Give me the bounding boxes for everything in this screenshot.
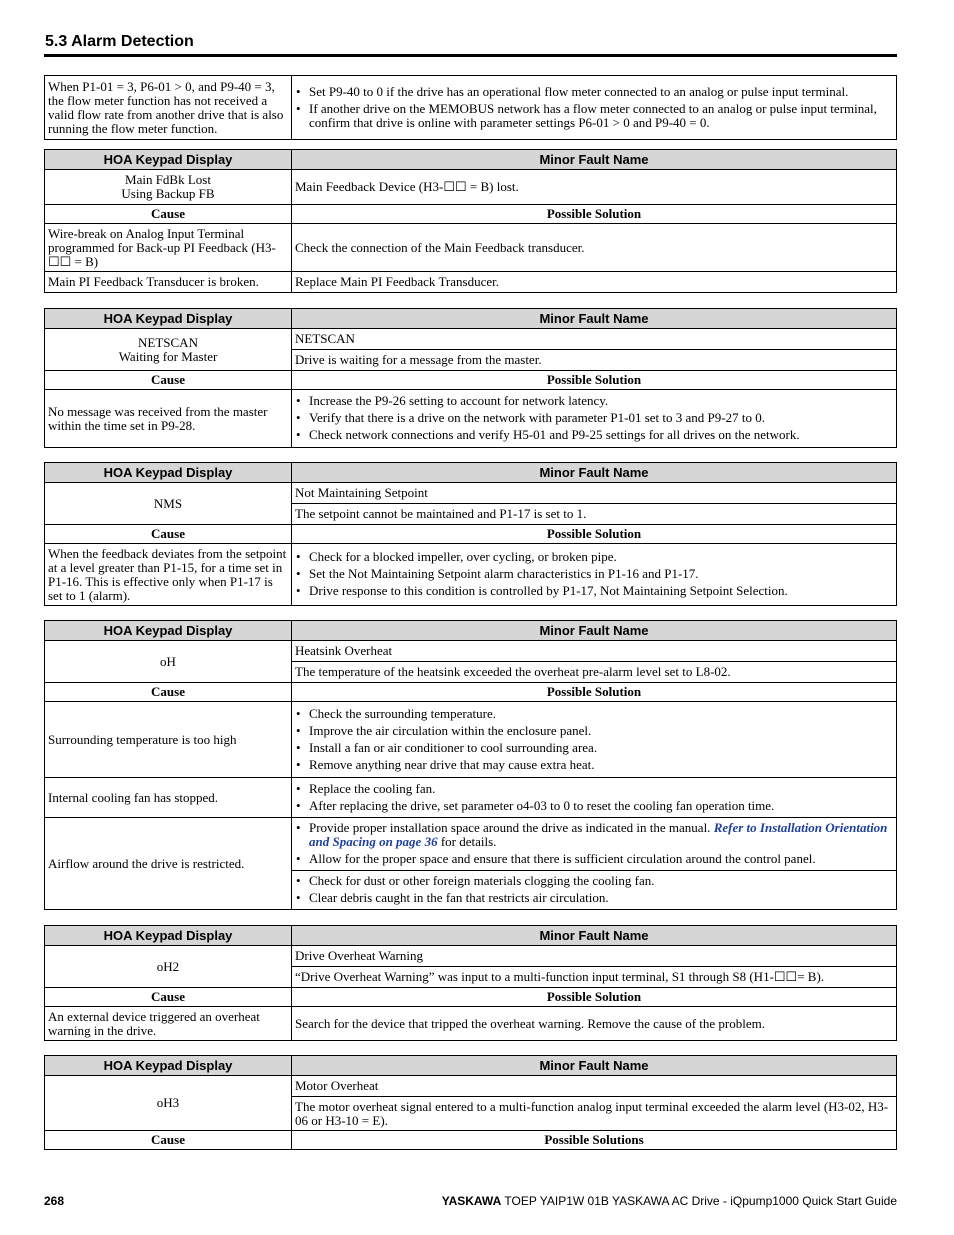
continued-fault-table (44, 75, 897, 140)
document-info: YASKAWA TOEP YAIP1W 01B YASKAWA AC Drive - iQpump1000 Quick Start Guide (441, 1194, 897, 1208)
solution-cell (292, 778, 897, 818)
fault-name: Main Feedback Device (H3-☐☐ = B) lost. (292, 170, 897, 205)
solution-header: Possible Solution (292, 683, 897, 702)
keypad-display: oH (45, 641, 292, 683)
solution-header: Possible Solutions (292, 1131, 897, 1150)
fault-description: The motor overheat signal entered to a multi-function analog input terminal exceeded the alarm level (H3-02, H3-06 or H3-10 = E). (292, 1097, 897, 1131)
cause-cell: Main PI Feedback Transducer is broken. (45, 272, 292, 293)
cause-cell: Airflow around the drive is restricted. (45, 818, 292, 910)
solution-item: • Check network connections and verify H5-01 and P9-25 settings for all drives on the network. (295, 428, 893, 442)
solution-cell (292, 544, 897, 606)
fault-name: Heatsink Overheat (292, 641, 897, 662)
solution-cell (292, 871, 897, 910)
fault-name: Motor Overheat (292, 1076, 897, 1097)
minor-fault-header: Minor Fault Name (292, 926, 897, 946)
hoa-header: HOA Keypad Display (45, 309, 292, 329)
solution-item: • Improve the air circulation within the enclosure panel. (295, 724, 893, 738)
minor-fault-header: Minor Fault Name (292, 150, 897, 170)
hoa-header: HOA Keypad Display (45, 1056, 292, 1076)
hoa-header: HOA Keypad Display (45, 150, 292, 170)
keypad-display: oH2 (45, 946, 292, 988)
minor-fault-header: Minor Fault Name (292, 621, 897, 641)
minor-fault-header: Minor Fault Name (292, 309, 897, 329)
fault-name: NETSCAN (292, 329, 897, 350)
cause-header: Cause (45, 371, 292, 390)
solution-item: • Check for a blocked impeller, over cycling, or broken pipe. (295, 550, 893, 564)
cause-header: Cause (45, 1131, 292, 1150)
cause-cell: When P1-01 = 3, P6-01 > 0, and P9-40 = 3, the flow meter function has not received a valid flow rate from another drive that is also running the flow meter function. (45, 76, 292, 140)
keypad-display: NMS (45, 483, 292, 525)
solution-item: • Remove anything near drive that may cause extra heat. (295, 758, 893, 772)
cause-cell: When the feedback deviates from the setpoint at a level greater than P1-15, for a time set in P1-16. This is effective only when P1-17 is set to 1 (alarm). (45, 544, 292, 606)
cause-cell: Surrounding temperature is too high (45, 702, 292, 778)
fault-description: “Drive Overheat Warning” was input to a multi-function input terminal, S1 through S8 (H1-☐☐= B). (292, 967, 897, 988)
solution-header: Possible Solution (292, 988, 897, 1007)
hoa-header: HOA Keypad Display (45, 621, 292, 641)
solution-cell (292, 702, 897, 778)
fault-table-nms (44, 462, 897, 606)
brand-name: YASKAWA (441, 1194, 502, 1208)
fault-table-oh2 (44, 925, 897, 1041)
keypad-display: NETSCAN Waiting for Master (45, 329, 292, 371)
section-title: 5.3 Alarm Detection (45, 33, 194, 50)
solution-item: • Increase the P9-26 setting to account for network latency. (295, 394, 893, 408)
solution-item: • Provide proper installation space around the drive as indicated in the manual. Refer to Installation Orientation and Spacing on page 36 for details. (295, 821, 893, 849)
page-number: 268 (44, 1194, 65, 1208)
cause-cell: An external device triggered an overheat warning in the drive. (45, 1007, 292, 1041)
cause-header: Cause (45, 205, 292, 224)
fault-description: Drive is waiting for a message from the master. (292, 350, 897, 371)
solution-item: • Replace the cooling fan. (295, 782, 893, 796)
fault-description: The setpoint cannot be maintained and P1-17 is set to 1. (292, 504, 897, 525)
fault-table-main-fdbk (44, 149, 897, 293)
solution-item: • Set the Not Maintaining Setpoint alarm characteristics in P1-16 and P1-17. (295, 567, 893, 581)
cause-header: Cause (45, 988, 292, 1007)
solution-item: • Set P9-40 to 0 if the drive has an operational flow meter connected to an analog or pulse input terminal. (295, 85, 893, 99)
cause-cell: Internal cooling fan has stopped. (45, 778, 292, 818)
solution-cell: Search for the device that tripped the overheat warning. Remove the cause of the problem. (292, 1007, 897, 1041)
solution-item: • Drive response to this condition is controlled by P1-17, Not Maintaining Setpoint Selection. (295, 584, 893, 598)
keypad-display: oH3 (45, 1076, 292, 1131)
solution-cell (292, 818, 897, 871)
hoa-header: HOA Keypad Display (45, 463, 292, 483)
solution-item: • After replacing the drive, set parameter o4-03 to 0 to reset the cooling fan operation time. (295, 799, 893, 813)
hoa-header: HOA Keypad Display (45, 926, 292, 946)
solution-header: Possible Solution (292, 525, 897, 544)
solution-cell: Replace Main PI Feedback Transducer. (292, 272, 897, 293)
solution-header: Possible Solution (292, 205, 897, 224)
installation-reference-link[interactable]: Refer to Installation Orientation and Spacing on page 36 (309, 820, 888, 849)
minor-fault-header: Minor Fault Name (292, 463, 897, 483)
cause-header: Cause (45, 525, 292, 544)
keypad-display: Main FdBk Lost Using Backup FB (45, 170, 292, 205)
fault-table-netscan (44, 308, 897, 448)
solution-item: • Install a fan or air conditioner to cool surrounding area. (295, 741, 893, 755)
title-rule (44, 54, 897, 57)
solution-item: • If another drive on the MEMOBUS network has a flow meter connected to an analog or pulse input terminal, confirm that drive is online with parameter settings P6-01 > 0 and P9-40 = 0. (295, 102, 893, 130)
solution-item: • Check for dust or other foreign materials clogging the cooling fan. (295, 874, 893, 888)
fault-table-oh3 (44, 1055, 897, 1150)
solution-cell (292, 76, 897, 140)
fault-name: Drive Overheat Warning (292, 946, 897, 967)
cause-cell: No message was received from the master within the time set in P9-28. (45, 390, 292, 448)
fault-table-oh (44, 620, 897, 910)
solution-item: • Verify that there is a drive on the network with parameter P1-01 set to 3 and P9-27 to 0. (295, 411, 893, 425)
solution-item: • Allow for the proper space and ensure that there is sufficient circulation around the control panel. (295, 852, 893, 866)
solution-cell: Check the connection of the Main Feedback transducer. (292, 224, 897, 272)
solution-item: • Clear debris caught in the fan that restricts air circulation. (295, 891, 893, 905)
cause-cell: Wire-break on Analog Input Terminal programmed for Back-up PI Feedback (H3-☐☐ = B) (45, 224, 292, 272)
cause-header: Cause (45, 683, 292, 702)
minor-fault-header: Minor Fault Name (292, 1056, 897, 1076)
solution-header: Possible Solution (292, 371, 897, 390)
solution-item: • Check the surrounding temperature. (295, 707, 893, 721)
solution-cell (292, 390, 897, 448)
fault-description: The temperature of the heatsink exceeded the overheat pre-alarm level set to L8-02. (292, 662, 897, 683)
fault-name: Not Maintaining Setpoint (292, 483, 897, 504)
